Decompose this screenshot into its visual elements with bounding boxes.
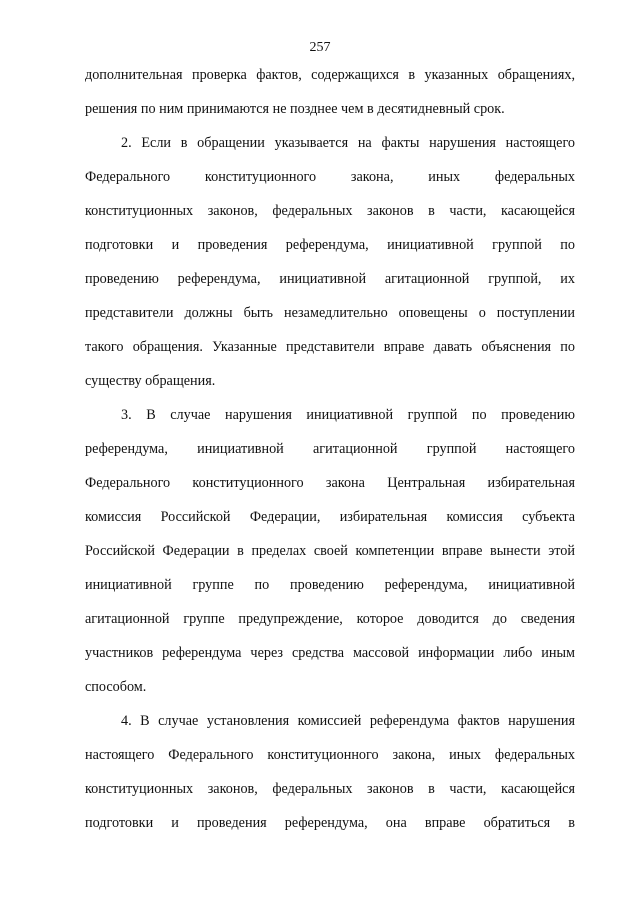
text-line: конституционных законов, федеральных законов в части, касающейся [85,203,575,219]
text-line: референдума, инициативной агитационной группой настоящего [85,441,575,457]
text-line: способом. [85,679,147,695]
text-line: агитационной группе предупреждение, которое доводится до сведения [85,611,575,627]
text-line: Федерального конституционного закона Центральная избирательная [85,475,575,491]
text-line: проведению референдума, инициативной агитационной группой, их [85,271,575,287]
text-line: подготовки и проведения референдума, она вправе обратиться в [85,815,575,831]
text-line: такого обращения. Указанные представители вправе давать объяснения по [85,339,575,355]
text-line: решения по ним принимаются не позднее чем в десятидневный срок. [85,101,505,117]
text-line: настоящего Федерального конституционного закона, иных федеральных [85,747,575,763]
text-line: 4. В случае установления комиссией референдума фактов нарушения [121,713,575,729]
text-line: 2. Если в обращении указывается на факты нарушения настоящего [121,135,575,151]
text-line: дополнительная проверка фактов, содержащихся в указанных обращениях, [85,67,575,83]
text-line: 3. В случае нарушения инициативной группой по проведению [121,407,575,423]
text-line: представители должны быть незамедлительно оповещены о поступлении [85,305,575,321]
text-line: Российской Федерации в пределах своей компетенции вправе вынести этой [85,543,575,559]
document-body [85,66,575,848]
text-line: участников референдума через средства массовой информации либо иным [85,645,575,661]
text-line: подготовки и проведения референдума, инициативной группой по [85,237,575,253]
text-line: инициативной группе по проведению референдума, инициативной [85,577,575,593]
text-line: существу обращения. [85,373,216,389]
page-number: 257 [309,40,331,55]
text-line: конституционных законов, федеральных законов в части, касающейся [85,781,575,797]
text-line: Федерального конституционного закона, иных федеральных [85,169,575,185]
text-line: комиссия Российской Федерации, избирательная комиссия субъекта [85,509,575,525]
